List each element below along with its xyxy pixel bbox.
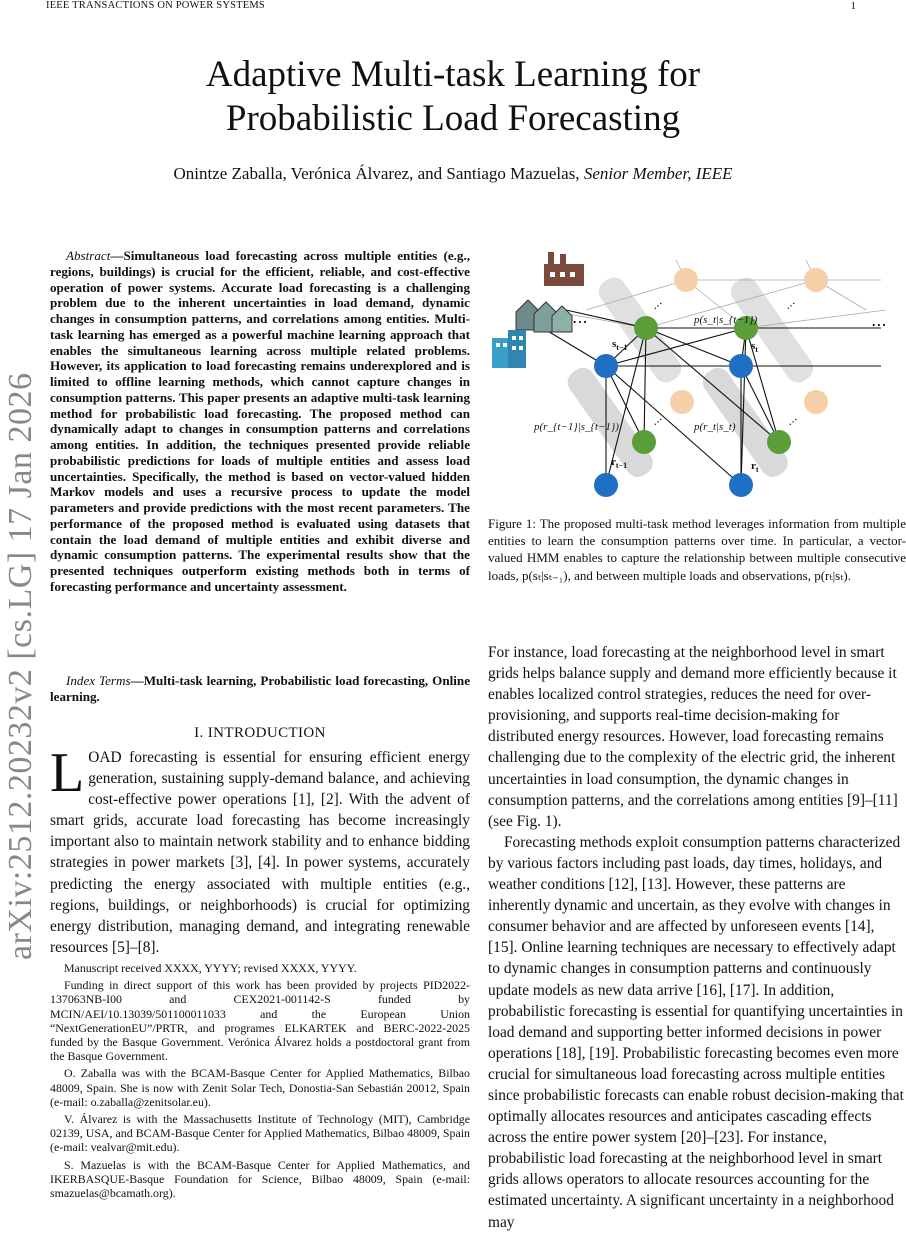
abstract-text: —Simultaneous load forecasting across multiple entities (e.g., regions, buildings) is crucial for the efficient, reliable, and cost-effective operation of power systems. Accurate load forecasting is a challenging problem due to the inherent uncertainties in load demand, dynamic changes in consumption patterns, and correlations among entities. Multi-task learning has emerged as a powerful machine learning approach that enables the simultaneous learning across multiple related problems. However, its application to load forecasting remains underexplored and is limited to offline learning methods, which cannot capture changes in consumption patterns. This paper presents an adaptive multi-task learning method for probabilistic load forecasting. The proposed method can dynamically adapt to changes in consumption patterns and correlations among entities. In addition, the techniques presented provide reliable probabilistic predictions for loads of multiple entities and assess load uncertainties. Specifically, the method is based on vector-valued hidden Markov models and uses a recursive process to update the model parameters and provide predictions with the most recent parameters. The performance of the proposed method is evaluated using datasets that contain the load demand of multiple entities and exhibit diverse and dynamic consumption patterns. The experimental results show that the presented techniques outperform existing methods both in terms of forecasting performance and uncertainty assessment. — [50, 248, 470, 594]
obs-var-label-prev: $r_{t-1}$ — [611, 456, 628, 470]
index-terms — [50, 673, 470, 705]
houses-icon — [516, 300, 572, 332]
figure-caption: Figure 1: The proposed multi-task method leverages information from multiple entities to learn the consumption patterns over time. In particular, a vector-valued HMM enables to capture the relationship between multiple consecutive loads, p(sₜ|sₜ₋₁), and between multiple loads and observations, p(rₜ|sₜ). — [488, 516, 906, 583]
obs-node — [729, 473, 753, 497]
ellipsis-diag: ⋯ — [782, 297, 800, 315]
obs-node — [632, 430, 656, 454]
section-heading-introduction: I. INTRODUCTION — [194, 725, 326, 741]
footnote: O. Zaballa was with the BCAM-Basque Center for Applied Mathematics, Bilbao 48009, Spain. She is now with Zenit Solar Tech, Donostia-San Sebastián 20012, Spain (e-mail: o.zaballa@zenitsolar.eu). — [50, 1066, 470, 1109]
state-node-faded — [674, 268, 698, 292]
index-terms-text: —Multi-task learning, Probabilistic load forecasting, Online learning. — [50, 673, 471, 704]
drop-cap: L — [50, 742, 85, 804]
ellipsis-diag: ⋯ — [649, 297, 667, 315]
title-line-1: Adaptive Multi-task Learning for — [205, 54, 701, 95]
state-node — [594, 354, 618, 378]
state-node — [729, 354, 753, 378]
footnote: V. Álvarez is with the Massachusetts Institute of Technology (MIT), Cambridge 02139, USA, and BCAM-Basque Center for Applied Mathematics, Bilbao 48009, Spain (e-mail: vealvar@mit.edu). — [50, 1112, 470, 1155]
factory-icon — [544, 252, 584, 286]
obs-node-faded — [804, 390, 828, 414]
authors — [0, 164, 906, 184]
page-number: 1 — [850, 0, 856, 12]
index-terms-label: Index Terms — [66, 673, 131, 688]
state-node — [634, 316, 658, 340]
state-label: $s_t$ — [751, 340, 758, 354]
introduction-paragraph — [50, 742, 470, 958]
building-icon — [492, 330, 526, 368]
ellipsis-left: ⋯ — [572, 312, 588, 331]
obs-label-prev: p(r_{t−1}|s_{t−1}) — [534, 421, 619, 433]
paper-title — [0, 53, 906, 141]
ellipsis-right: ⋯ — [871, 315, 887, 334]
paragraph: Forecasting methods exploit consumption patterns characterized by various factors including past loads, day times, holidays, and weather conditions [12], [13]. However, these patterns are inherently dynamic and uncertain, as they evolve with changes in consumer behavior and are affected by unforeseen events [14], [15]. Online learning techniques are necessary to effectively adapt to dynamic changes in consumption patterns and continuously update models as new data arrive [16], [17]. In addition, probabilistic forecasting is essential for quantifying uncertainties in load demand and supporting better informed decisions in power operations [18], [19]. Probabilistic forecasting becomes even more crucial for simultaneous load forecasting across multiple entities since probabilistic forecasts can enable robust decision-making that optimally allocates resources and anticipates cascading effects across the entire power system [20]–[23]. For instance, probabilistic load forecasting at the neighborhood level in smart grids allows operators to allocate resources accounting for the estimated uncertainty. A significant uncertainty in a neighborhood may — [488, 833, 904, 1231]
ellipsis-diag: ⋯ — [649, 413, 667, 431]
footnote: Funding in direct support of this work has been provided by projects PID2022-137063NB-I00 and CEX2021-001142-S funded by MCIN/AEI/10.13039/501100011033 and the European Union “NextGenerationEU”/PRTR, and programes ELKARTEK and BERC-2022-2025 funded by the Basque Government. Verónica Álvarez holds a postdoctoral grant from the Basque Government. — [50, 978, 470, 1064]
author-names: Onintze Zaballa, Verónica Álvarez, and Santiago Mazuelas, — [173, 164, 580, 183]
obs-var-label: $r_t$ — [751, 460, 759, 474]
abstract — [50, 248, 470, 595]
journal-header: IEEE TRANSACTIONS ON POWER SYSTEMS — [46, 0, 265, 11]
paragraph: For instance, load forecasting at the neighborhood level in smart grids helps balance supply and demand more efficiently because it enables localized control strategies, reduces the need for over-provisioning, and supports real-time decision-making for distributed energy resources. However, load forecasting remains challenging due to the complexity of the electric grid, the inherent uncertainties in load consumption, the dynamic changes in consumption patterns, and the correlations among entities [9]–[11] (see Fig. 1). — [488, 644, 898, 830]
obs-node-faded — [670, 390, 694, 414]
footnote: Manuscript received XXXX, YYYY; revised XXXX, YYYY. — [64, 961, 357, 975]
ellipsis-diag: ⋯ — [784, 413, 802, 431]
footnotes — [50, 961, 470, 1203]
right-column-body — [488, 642, 906, 1233]
figure-hmm-diagram — [486, 250, 906, 505]
obs-node — [767, 430, 791, 454]
intro-text: OAD forecasting is essential for ensuring efficient energy generation, sustaining supply-demand balance, and achieving cost-effective power operations [1], [2]. With the advent of smart grids, accurate load forecasting has become increasingly important also to maintain network stability and to enhance bidding strategies in power markets [3], [4]. In power systems, accurately predicting the energy associated with multiple entities (e.g., regions, buildings, or neighborhoods) is crucial for optimizing energy distribution, managing demand, and integrating renewable resources [5]–[8]. — [50, 749, 470, 956]
state-label-prev: $s_{t-1}$ — [612, 338, 628, 352]
footnote: S. Mazuelas is with the BCAM-Basque Center for Applied Mathematics, and IKERBASQUE-Basque Foundation for Science, Bilbao 48009, Spain (e-mail: smazuelas@bcamath.org). — [50, 1157, 470, 1201]
arxiv-stamp: arXiv:2512.20232v2 [cs.LG] 17 Jan 2026 — [2, 372, 39, 960]
state-node-faded — [804, 268, 828, 292]
abstract-label: Abstract — [66, 248, 111, 263]
author-membership: Senior Member, IEEE — [583, 164, 733, 183]
transition-label: p(s_t|s_{t−1}) — [694, 314, 758, 326]
obs-node — [594, 473, 618, 497]
title-line-2: Probabilistic Load Forecasting — [225, 98, 681, 139]
obs-label: p(r_t|s_t) — [694, 421, 736, 433]
